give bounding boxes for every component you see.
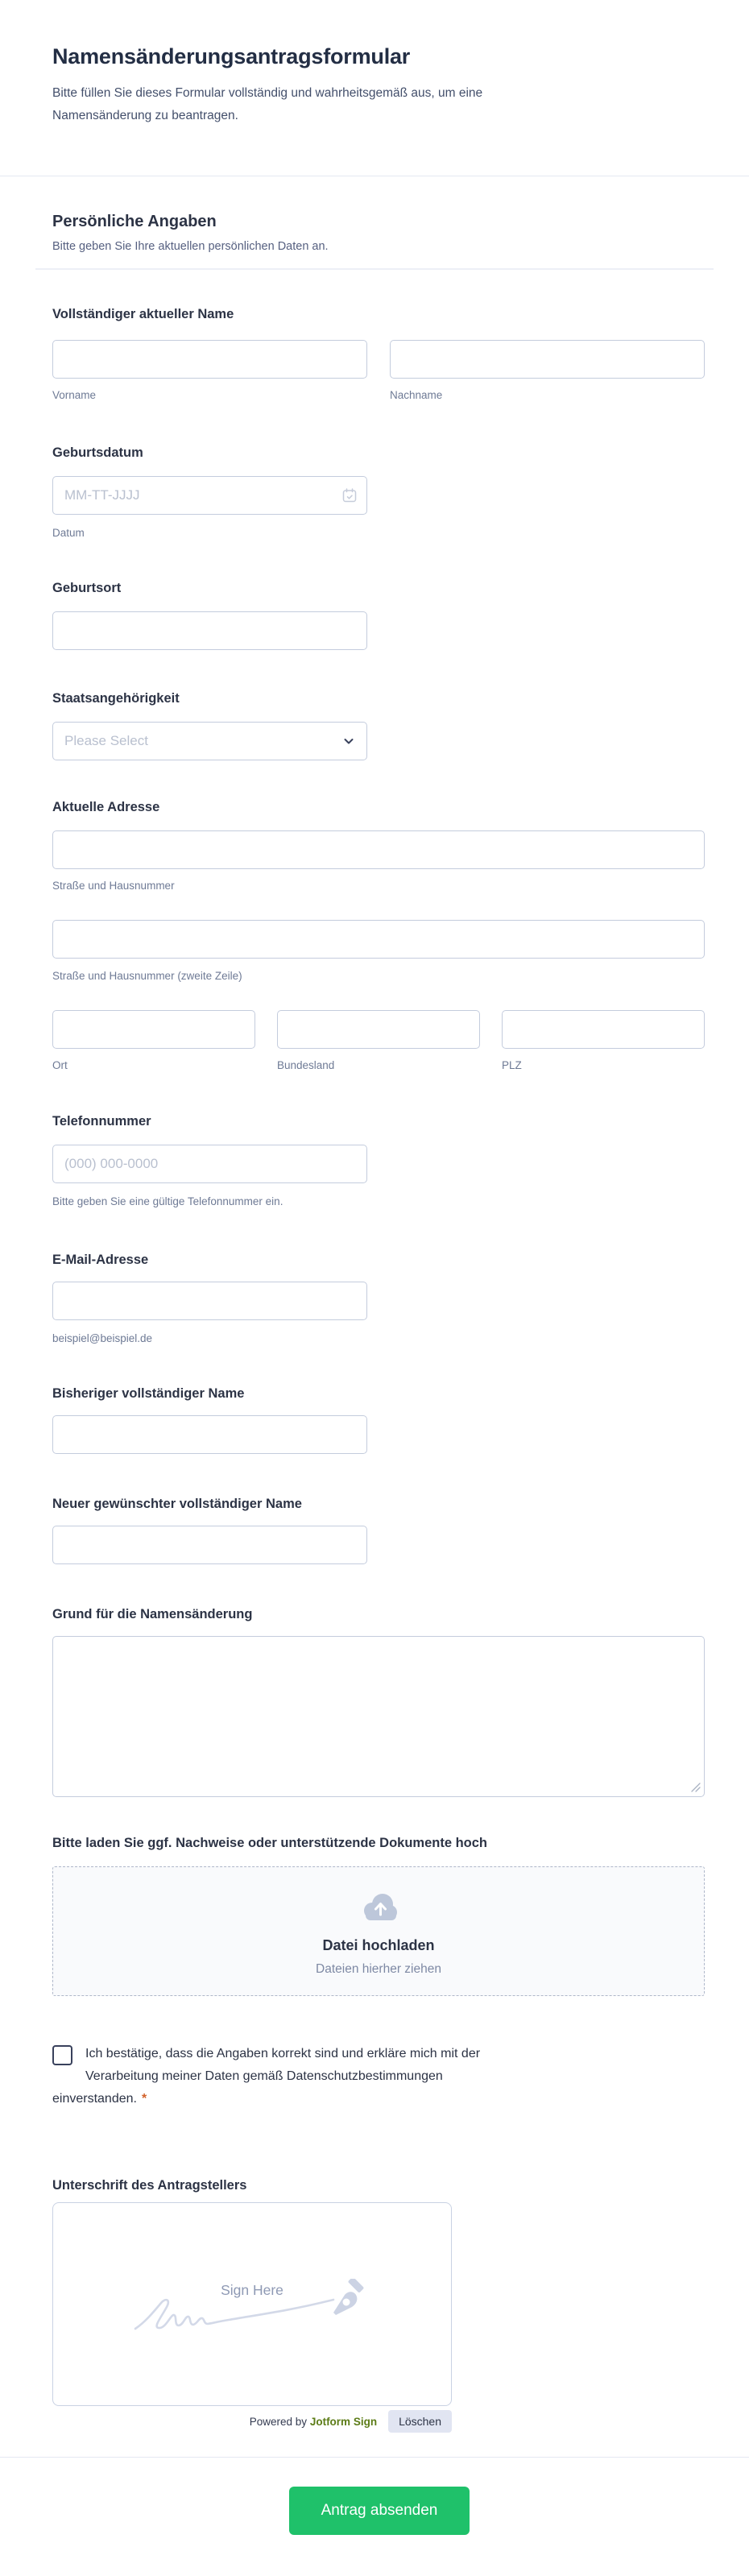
- consent-field: [52, 2043, 519, 2110]
- address-line1-sublabel: Straße und Hausnummer: [52, 880, 175, 892]
- resize-handle[interactable]: [691, 1783, 701, 1792]
- sign-here-text: Sign Here: [221, 2282, 283, 2298]
- signature-clear-button[interactable]: Löschen: [388, 2410, 452, 2433]
- previous-name-label: Bisheriger vollständiger Name: [52, 1386, 245, 1401]
- email-label: E-Mail-Adresse: [52, 1253, 149, 1267]
- section-subtitle: Bitte geben Sie Ihre aktuellen persönlichen Daten an.: [52, 240, 329, 253]
- address-city-sublabel: Ort: [52, 1059, 68, 1071]
- new-name-label: Neuer gewünschter vollständiger Name: [52, 1497, 302, 1511]
- required-asterisk: *: [141, 2092, 147, 2106]
- pen-icon: [325, 2279, 364, 2317]
- birthplace-label: Geburtsort: [52, 581, 122, 595]
- signature-squiggle: [134, 2293, 335, 2332]
- birthplace-input[interactable]: [52, 611, 367, 650]
- email-hint: beispiel@beispiel.de: [52, 1332, 153, 1344]
- signature-footer: [52, 2409, 452, 2433]
- last-name-input[interactable]: [390, 340, 705, 379]
- consent-checkbox[interactable]: [52, 2045, 72, 2065]
- first-name-sublabel: Vorname: [52, 389, 97, 401]
- birthdate-input[interactable]: [52, 476, 367, 515]
- cloud-upload-icon: [358, 1891, 399, 1921]
- address-city-input[interactable]: [52, 1010, 255, 1049]
- signature-pad[interactable]: [52, 2202, 452, 2406]
- signature-label: Unterschrift des Antragstellers: [52, 2178, 247, 2193]
- nationality-selected-value: Please Select: [64, 733, 148, 748]
- reason-label: Grund für die Namensänderung: [52, 1607, 253, 1621]
- phone-input[interactable]: [52, 1145, 367, 1183]
- last-name-sublabel: Nachname: [390, 389, 443, 401]
- birthdate-sublabel: Datum: [52, 527, 85, 539]
- footer-divider: [0, 2457, 749, 2458]
- full-name-label: Vollständiger aktueller Name: [52, 307, 234, 321]
- upload-label: Bitte laden Sie ggf. Nachweise oder unterstützende Dokumente hoch: [52, 1836, 488, 1850]
- section-divider: [35, 268, 714, 270]
- section-title: Persönliche Angaben: [52, 213, 217, 230]
- nationality-label: Staatsangehörigkeit: [52, 691, 180, 706]
- email-input[interactable]: [52, 1282, 367, 1320]
- address-label: Aktuelle Adresse: [52, 800, 160, 814]
- upload-title: Datei hochladen: [322, 1937, 435, 1953]
- birthdate-label: Geburtsdatum: [52, 445, 143, 460]
- jotform-sign-brand: Jotform Sign: [309, 2415, 378, 2428]
- calendar-icon[interactable]: [341, 487, 358, 503]
- new-name-input[interactable]: [52, 1526, 367, 1564]
- reason-textarea[interactable]: [52, 1636, 705, 1797]
- consent-text: Ich bestätige, dass die Angaben korrekt sind und erkläre mich mit der Verarbeitung meiner Daten gemäß Datenschutzbestimmungen einverstanden.: [52, 2047, 481, 2106]
- address-zip-sublabel: PLZ: [502, 1059, 522, 1071]
- address-line2-input[interactable]: [52, 920, 705, 959]
- file-dropzone[interactable]: [52, 1866, 705, 1996]
- address-state-input[interactable]: [277, 1010, 480, 1049]
- submit-button[interactable]: Antrag absenden: [289, 2487, 470, 2535]
- first-name-input[interactable]: [52, 340, 367, 379]
- address-state-sublabel: Bundesland: [277, 1059, 335, 1071]
- powered-by-text: Powered by Jotform Sign: [249, 2415, 378, 2428]
- previous-name-input[interactable]: [52, 1415, 367, 1454]
- address-line1-input[interactable]: [52, 830, 705, 869]
- page-subtitle: Bitte füllen Sie dieses Formular vollständig und wahrheitsgemäß aus, um eine Namensänderung zu beantragen.: [52, 86, 483, 122]
- address-line2-sublabel: Straße und Hausnummer (zweite Zeile): [52, 970, 242, 982]
- nationality-select[interactable]: [52, 722, 367, 760]
- upload-subtitle: Dateien hierher ziehen: [316, 1962, 441, 1976]
- chevron-down-icon: [342, 735, 355, 748]
- phone-hint: Bitte geben Sie eine gültige Telefonnummer ein.: [52, 1195, 283, 1207]
- page-title: Namensänderungsantragsformular: [52, 44, 411, 68]
- address-zip-input[interactable]: [502, 1010, 705, 1049]
- phone-label: Telefonnummer: [52, 1114, 151, 1129]
